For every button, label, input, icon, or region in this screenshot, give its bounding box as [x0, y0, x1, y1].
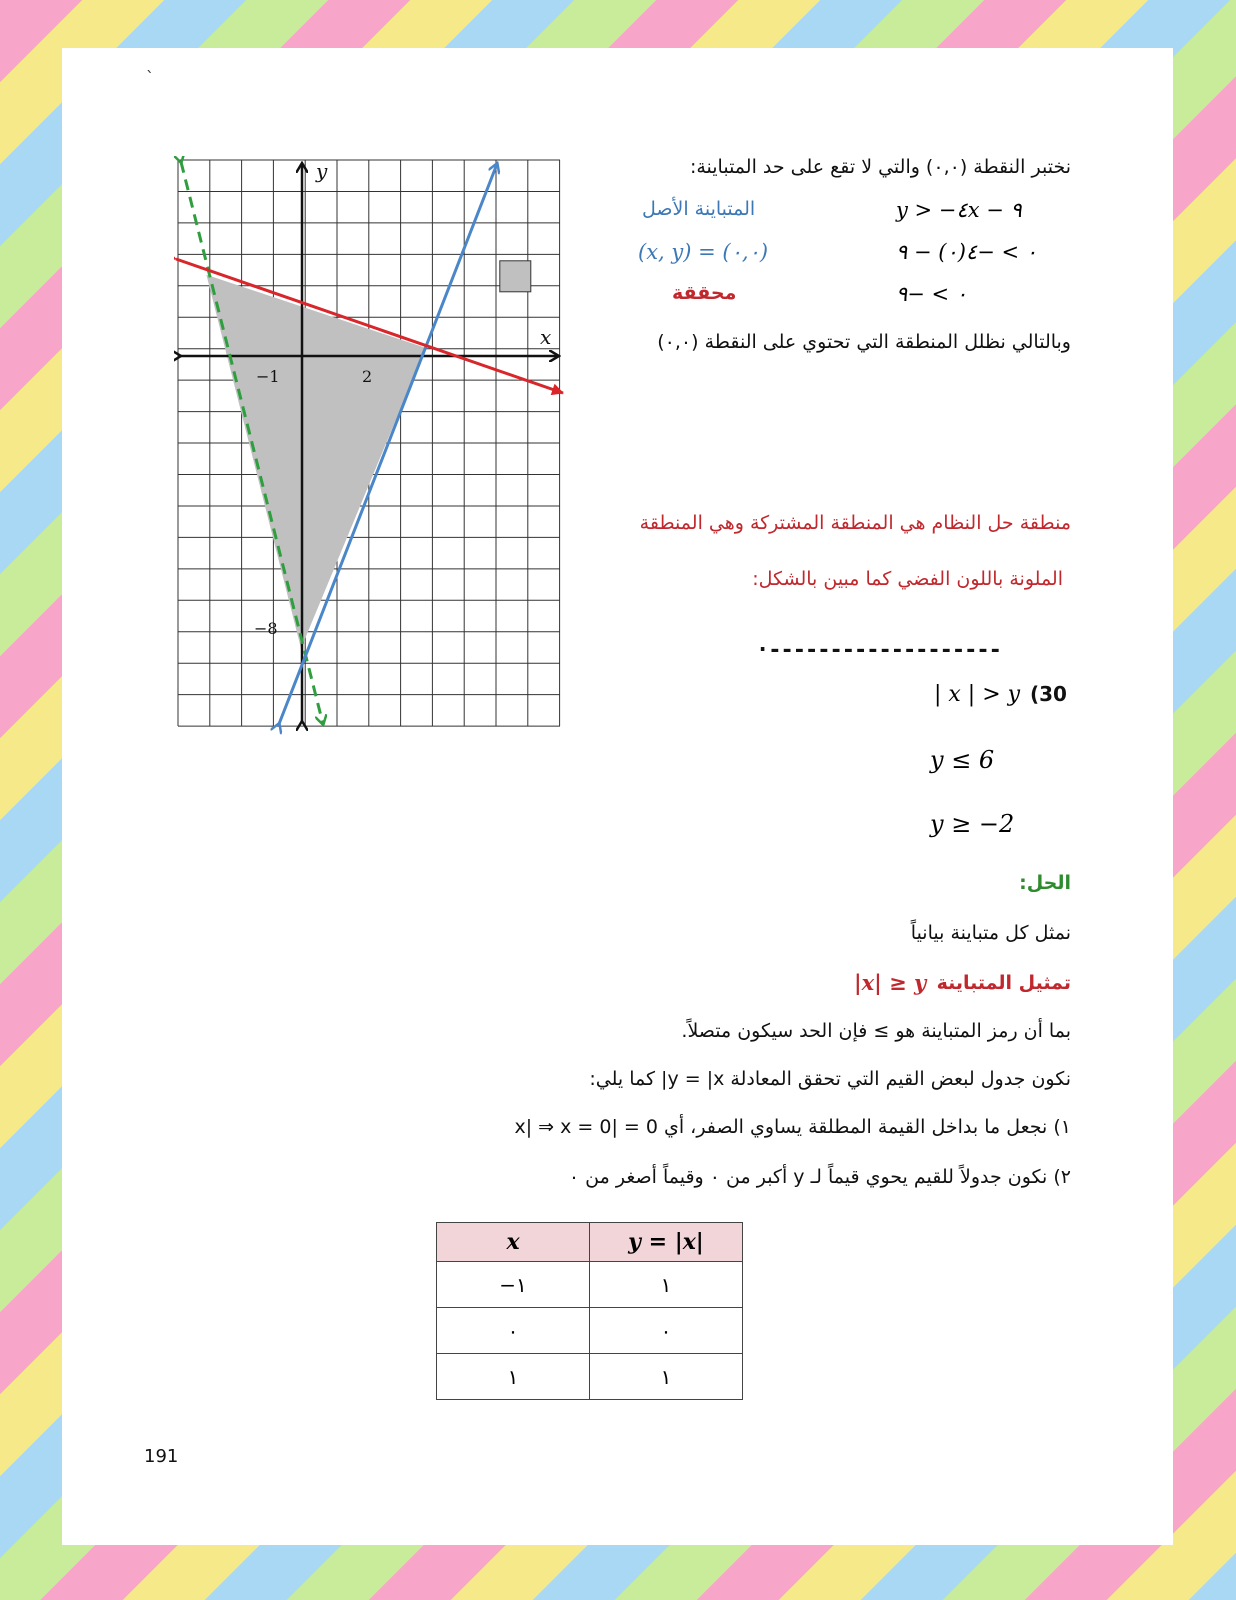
solution-region-line1: منطقة حل النظام هي المنطقة المشتركة وهي المنطقة — [639, 512, 1071, 534]
axis-label-x: x — [540, 325, 552, 349]
shaded-solution-region — [206, 275, 425, 649]
values-table — [436, 1222, 743, 1400]
step-1: ١) نجعل ما بداخل القيمة المطلقة يساوي الصفر، أي 0 = |x| ⇒ x = 0 — [514, 1116, 1071, 1138]
small-gray-square — [500, 261, 531, 292]
tick-label-neg1: −1 — [256, 367, 280, 386]
result-inequality: ٠ > −٩ — [896, 282, 968, 306]
axis-label-y: y — [316, 159, 328, 183]
col-header-x: x — [437, 1223, 590, 1262]
table-header-row — [437, 1223, 743, 1262]
page-number: 191 — [144, 1446, 179, 1467]
representation-inequality: |x| ≥ y — [854, 970, 927, 995]
representation-title: تمثيل المتباينة — [936, 972, 1071, 994]
table-row — [437, 1262, 743, 1308]
cell-y: ١ — [590, 1262, 743, 1308]
cell-y: ١ — [590, 1354, 743, 1400]
cell-x: −١ — [437, 1262, 590, 1308]
table-row — [437, 1354, 743, 1400]
problem-inequality-2: y ≤ 6 — [930, 746, 995, 774]
original-inequality: y > −٤x − ٩ — [896, 198, 1022, 222]
cell-x: ١ — [437, 1354, 590, 1400]
shading-conclusion: وبالتالي نظلل المنطقة التي تحتوي على النقطة (٠,٠) — [657, 331, 1071, 353]
col-header-y: y = |x| — [590, 1223, 743, 1262]
substituted-inequality: ٠ > −٤(٠) − ٩ — [896, 240, 1038, 264]
test-point-label: (x, y) = (٠,٠) — [638, 240, 769, 264]
table-intro-line: نكون جدول لبعض القيم التي تحقق المعادلة y = |x| كما يلي: — [589, 1068, 1071, 1090]
cell-y: ٠ — [590, 1308, 743, 1354]
satisfied-label: محققة — [672, 282, 737, 304]
inequality-graph — [174, 156, 570, 736]
step-2: ٢) نكون جدولاً للقيم يحوي قيماً لـ y أكبر من ٠ وقيماً أصغر من ٠ — [568, 1166, 1071, 1188]
original-inequality-label: المتباينة الأصل — [642, 198, 756, 220]
problem-inequality-3: y ≥ −2 — [930, 810, 1015, 838]
solution-heading: الحل: — [1019, 872, 1071, 894]
solution-region-line2: الملونة باللون الفضي كما مبين بالشكل: — [752, 568, 1063, 590]
problem-inequality-1: | x | > y — [934, 682, 1021, 707]
cell-x: ٠ — [437, 1308, 590, 1354]
page — [62, 48, 1173, 1545]
separator-line: ·------------------- — [756, 638, 1001, 663]
solution-intro: نمثل كل متباينة بيانياً — [910, 922, 1071, 944]
boundary-symbol-line: بما أن رمز المتباينة هو ≥ فإن الحد سيكون متصلاً. — [681, 1020, 1071, 1042]
tick-label-2: 2 — [362, 367, 373, 386]
table-row — [437, 1308, 743, 1354]
test-point-line: نختبر النقطة (٠,٠) والتي لا تقع على حد المتباينة: — [689, 156, 1071, 178]
stray-mark: ` — [146, 68, 154, 87]
tick-label-neg8: −8 — [254, 619, 278, 638]
problem-number: (30 — [1030, 682, 1067, 706]
